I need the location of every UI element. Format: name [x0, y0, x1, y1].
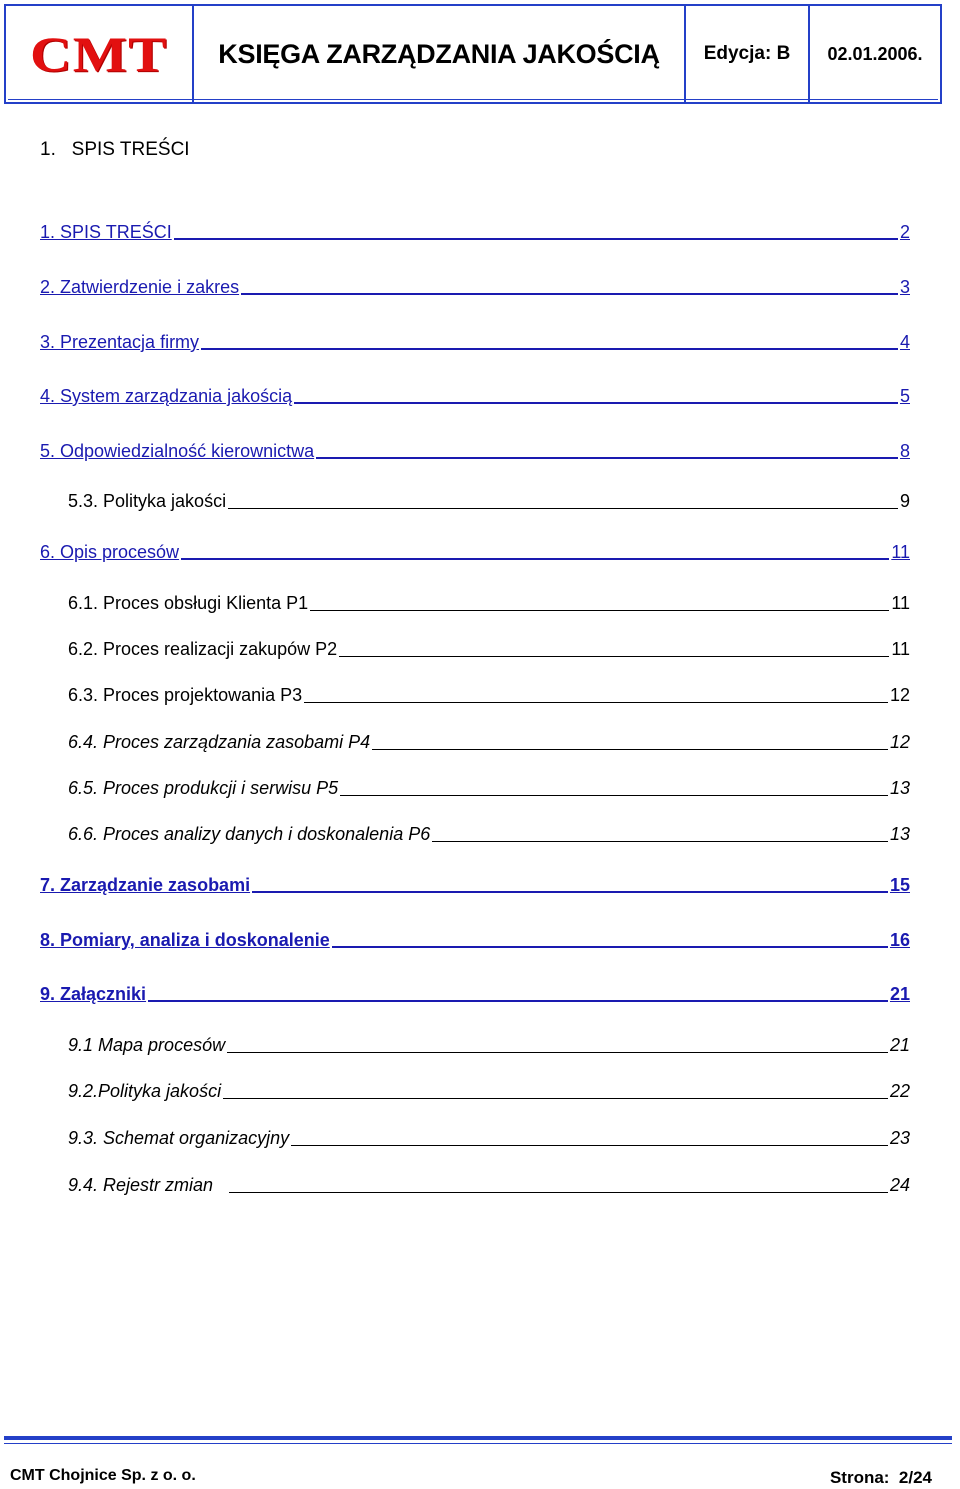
toc-leader — [372, 749, 888, 750]
toc-entry-label: 8. Pomiary, analiza i doskonalenie — [40, 930, 330, 950]
toc-entry[interactable] — [68, 638, 910, 660]
toc-entry-page: 21 — [889, 984, 910, 1004]
toc-leader — [310, 610, 889, 611]
logo-cell — [6, 6, 194, 102]
toc-entry-page: 15 — [889, 875, 910, 895]
toc-leader — [316, 457, 898, 459]
toc-entry-label: 6.6. Proces analizy danych i doskonalenia P6 — [68, 824, 431, 844]
edition-cell — [686, 6, 810, 102]
toc-entry-page: 5 — [899, 386, 910, 406]
toc-leader — [174, 238, 898, 240]
toc-entry-page: 22 — [889, 1081, 910, 1101]
toc-entry-label: 6.2. Proces realizacji zakupów P2 — [68, 639, 338, 659]
toc-leader — [227, 1052, 888, 1053]
toc-entry[interactable] — [68, 777, 910, 799]
toc-entry-label: 1. SPIS TREŚCI — [40, 222, 172, 242]
toc-entry[interactable] — [68, 823, 910, 845]
document-title: KSIĘGA ZARZĄDZANIA JAKOŚCIĄ — [218, 38, 660, 69]
toc-entry[interactable] — [40, 929, 910, 951]
toc-entry[interactable] — [68, 1127, 910, 1149]
date-cell — [810, 6, 940, 102]
toc-entry-label: 9. Załączniki — [40, 984, 147, 1004]
toc-entry[interactable] — [68, 684, 910, 706]
toc-entry-page: 11 — [891, 542, 910, 562]
footer-company: CMT Chojnice Sp. z o. o. — [10, 1467, 196, 1484]
toc-entry-page: 4 — [899, 332, 910, 352]
toc-entry-label: 6.3. Proces projektowania P3 — [68, 685, 303, 705]
toc-entry-page: 21 — [889, 1035, 910, 1055]
section-heading: 1. SPIS TREŚCI — [40, 139, 190, 160]
toc-leader — [201, 348, 898, 350]
toc-leader — [252, 891, 888, 893]
toc-entry-label: 9.2.Polityka jakości — [68, 1081, 222, 1101]
toc-entry-label: 6.1. Proces obsługi Klienta P1 — [68, 593, 309, 613]
toc-entry[interactable] — [40, 440, 910, 462]
toc-entry-page: 8 — [899, 441, 910, 461]
document-header — [4, 4, 942, 104]
toc-entry[interactable] — [68, 490, 910, 512]
toc-entry[interactable] — [40, 541, 910, 563]
toc-entry-label: 2. Zatwierdzenie i zakres — [40, 277, 240, 297]
edition-date: 02.01.2006. — [827, 43, 923, 64]
toc-entry[interactable] — [68, 1080, 910, 1102]
toc-entry[interactable] — [68, 1034, 910, 1056]
toc-entry-label: 6.5. Proces produkcji i serwisu P5 — [68, 778, 339, 798]
toc-leader — [339, 656, 889, 657]
toc-entry-label: 6.4. Proces zarządzania zasobami P4 — [68, 732, 371, 752]
footer-page-number: Strona: 2/24 — [829, 1468, 932, 1487]
toc-entry-page: 24 — [889, 1175, 910, 1195]
toc-leader — [294, 402, 898, 404]
toc-entry-page: 16 — [889, 930, 910, 950]
toc-leader — [291, 1145, 888, 1146]
footer-rule-thin — [4, 1443, 952, 1444]
toc-entry[interactable] — [40, 331, 910, 353]
toc-entry[interactable] — [40, 221, 910, 243]
toc-entry-label: 3. Prezentacja firmy — [40, 332, 200, 352]
toc-entry-label: 9.3. Schemat organizacyjny — [68, 1128, 290, 1148]
toc-leader — [229, 1192, 888, 1193]
toc-leader — [432, 841, 888, 842]
toc-entry-page: 12 — [889, 732, 910, 752]
toc-entry-label: 9.4. Rejestr zmian — [68, 1175, 214, 1195]
toc-entry-page: 12 — [889, 685, 910, 705]
toc-entry-page: 11 — [891, 593, 910, 613]
toc-leader — [332, 946, 888, 948]
toc-entry-label: 5.3. Polityka jakości — [68, 491, 227, 511]
toc-leader — [148, 1000, 888, 1002]
company-logo: CMT — [30, 26, 168, 82]
toc-entry[interactable] — [40, 276, 910, 298]
toc-entry-page: 13 — [889, 824, 910, 844]
toc-entry-page: 2 — [899, 222, 910, 242]
document-title-cell — [194, 6, 686, 102]
toc-entry[interactable] — [40, 385, 910, 407]
toc-entry-page: 13 — [889, 778, 910, 798]
toc-entry-label: 7. Zarządzanie zasobami — [40, 875, 251, 895]
toc-entry-page: 11 — [891, 639, 910, 659]
toc-leader — [241, 293, 898, 295]
toc-entry-page: 9 — [899, 491, 910, 511]
toc-entry-label: 6. Opis procesów — [40, 542, 180, 562]
toc-entry[interactable] — [68, 592, 910, 614]
toc-entry-page: 3 — [899, 277, 910, 297]
footer-rule-thick — [4, 1436, 952, 1440]
toc-leader — [304, 702, 888, 703]
toc-leader — [340, 795, 888, 796]
toc-entry[interactable] — [40, 874, 910, 896]
toc-leader — [223, 1098, 888, 1099]
edition-label: Edycja: B — [703, 43, 791, 64]
toc-entry-label: 4. System zarządzania jakością — [40, 386, 293, 406]
toc-leader — [181, 558, 889, 560]
toc-leader — [228, 508, 898, 509]
toc-entry-label: 5. Odpowiedzialność kierownictwa — [40, 441, 315, 461]
toc-entry[interactable] — [40, 983, 910, 1005]
toc-entry[interactable] — [68, 1174, 910, 1196]
toc-entry-label: 9.1 Mapa procesów — [68, 1035, 226, 1055]
toc-entry-page: 23 — [889, 1128, 910, 1148]
toc-entry[interactable] — [68, 731, 910, 753]
